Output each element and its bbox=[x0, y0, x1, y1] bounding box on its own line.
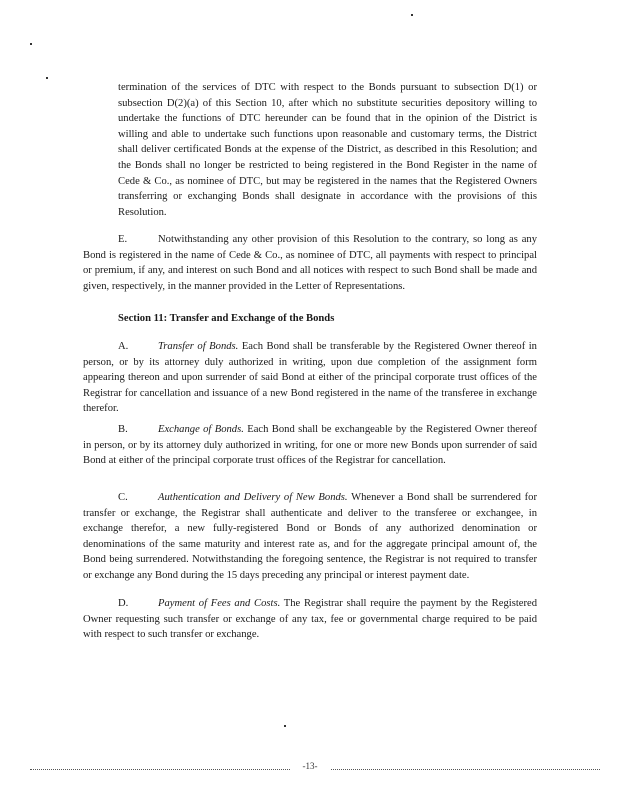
item-c-title: Authentication and Delivery of New Bonds. bbox=[158, 492, 348, 503]
section-item-d bbox=[83, 596, 537, 643]
paragraph-e bbox=[83, 232, 537, 294]
item-d-title: Payment of Fees and Costs. bbox=[158, 598, 281, 609]
continuation-paragraph: termination of the services of DTC with respect to the Bonds pursuant to subsection D(1) or subsection D(2)(a) of this Section 10, after which no substitute securities depository willing to undertake the functions of DTC hereunder can be found that in the opinion of the District is willing and able to undertake such functions upon reasonable and customary terms, the District shall deliver certificated Bonds at the expense of the District, as described in this Resolution; and the Bonds shall no longer be restricted to being registered in the Bond Register in the name of Cede & Co., as nominee of DTC, but may be registered in the names that the Registered Owners transferring or exchanging Bonds shall designate in accordance with the provisions of this Resolution. bbox=[118, 82, 537, 218]
item-c-text: Whenever a Bond shall be surrendered for transfer or exchange, the Registrar shall authenticate and deliver to the transferee or exchangee, in exchange therefor, a new fully-registered Bond or Bonds of any authorized denomination or denominations of the same maturity and interest rate as, and for the aggregate principal amount of, the Bond being surrendered. Notwithstanding the foregoing sentence, the Registrar is not required to transfer or exchange any Bond during the 15 days preceding any principal or interest payment date. bbox=[83, 492, 537, 581]
scan-speck bbox=[46, 77, 48, 79]
item-c-letter: C. bbox=[118, 492, 128, 503]
item-b-text: Each Bond shall be exchangeable by the Registered Owner thereof in person, or by its attorney duly authorized in writing, for one or more new Bonds upon surrender of said Bond at either of the principal corporate trust offices of the Registrar for cancellation. bbox=[83, 424, 537, 467]
item-d-letter: D. bbox=[118, 598, 129, 609]
page-number: -13- bbox=[290, 761, 330, 771]
item-a-text: Each Bond shall be transferable by the Registered Owner thereof in person, or by its attorney duly authorized in writing, upon due completion of the assignment form appearing thereon and upon surrender of said Bond at either of the principal corporate trust offices of the Registrar for cancellation and issuance of a new Bond registered in the name of the transferee in exchange therefor. bbox=[83, 341, 537, 415]
section-item-b bbox=[83, 422, 537, 469]
paragraph-e-letter: E. bbox=[118, 234, 128, 245]
section-heading: Section 11: Transfer and Exchange of the Bonds bbox=[118, 313, 335, 324]
paragraph-e-text: Notwithstanding any other provision of this Resolution to the contrary, so long as any Bond is registered in the name of Cede & Co., as nominee of DTC, all payments with respect to principal or premium, if any, and interest on such Bond and all notices with respect to such Bond shall be made and given, respectively, in the manner provided in the Letter of Representations. bbox=[83, 234, 537, 292]
item-d-text: The Registrar shall require the payment by the Registered Owner requesting such transfer or exchange of any tax, fee or governmental charge required to be paid with respect to such transfer or exchange. bbox=[83, 598, 537, 641]
scan-speck bbox=[30, 43, 32, 45]
item-a-letter: A. bbox=[118, 341, 129, 352]
scan-speck bbox=[284, 725, 286, 727]
scan-speck bbox=[411, 14, 413, 16]
section-item-c bbox=[83, 490, 537, 584]
item-b-letter: B. bbox=[118, 424, 128, 435]
item-a-title: Transfer of Bonds. bbox=[158, 341, 239, 352]
item-b-title: Exchange of Bonds. bbox=[158, 424, 244, 435]
section-item-a bbox=[83, 339, 537, 417]
